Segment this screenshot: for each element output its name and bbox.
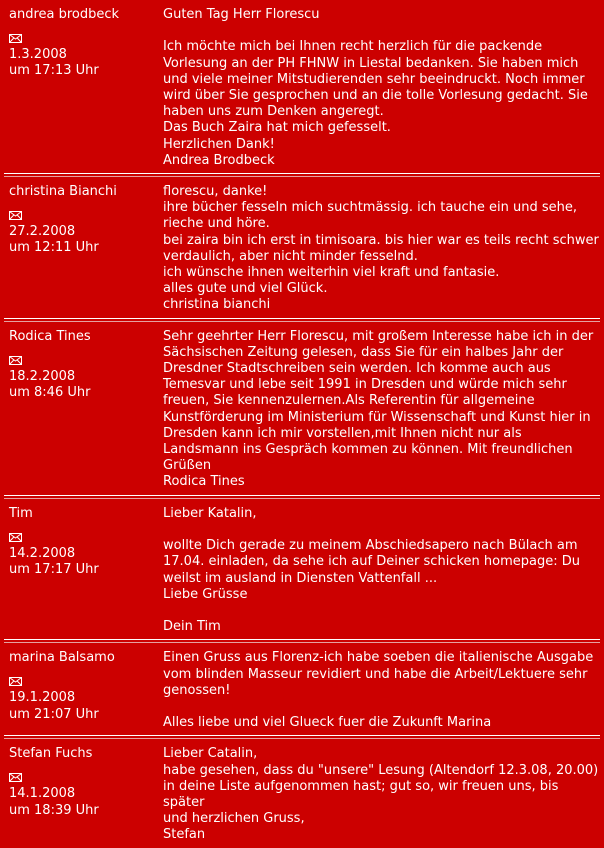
- entry-author: Rodica Tines: [9, 328, 91, 344]
- entry-date: 19.1.2008: [9, 690, 76, 706]
- entry-message: florescu, danke! ihre bücher fesseln mich suchtmässig. ich tauche ein und sehe, rieche und höre. bei zaira bin ich erst in timisoara. bis hier war es teils recht schwer verdaulich, aber nicht minder fesselnd. ich wünsche ihnen weiterhin viel kraft und fantasie. alles gute und viel Glück. christina bianchi: [163, 184, 599, 313]
- entry-time: um 21:07 Uhr: [9, 706, 99, 722]
- mail-icon[interactable]: [9, 677, 22, 686]
- entry-author: Stefan Fuchs: [9, 746, 93, 762]
- entry-meta: [9, 746, 154, 818]
- entry-message: Lieber Catalin, habe gesehen, dass du "unsere" Lesung (Altendorf 12.3.08, 20.00) in deine Liste aufgenommen hast; gut so, wir freuen uns, bis später und herzlichen Gruss, Stefan: [163, 746, 599, 843]
- entry-author: andrea brodbeck: [9, 7, 120, 22]
- guestbook-entry: [0, 322, 604, 495]
- entry-meta: [9, 506, 154, 578]
- entry-message: Einen Gruss aus Florenz-ich habe soeben die italienische Ausgabe vom blinden Masseur revidiert und habe die Arbeit/Lektuere sehr genossen! Alles liebe und viel Glueck fuer die Zukunft Marina: [163, 650, 594, 731]
- entry-time: um 17:17 Uhr: [9, 561, 99, 577]
- entry-date: 14.2.2008: [9, 545, 76, 561]
- guestbook-entry: [0, 499, 604, 640]
- mail-icon[interactable]: [9, 356, 22, 365]
- guestbook-entry: [0, 177, 604, 318]
- entry-date: 27.2.2008: [9, 224, 76, 240]
- entry-author: Tim: [9, 505, 33, 521]
- entry-author: marina Balsamo: [9, 650, 115, 666]
- entry-time: um 8:46 Uhr: [9, 384, 91, 400]
- entry-message: Guten Tag Herr Florescu Ich möchte mich bei Ihnen recht herzlich für die packende Vorlesung an der PH FHNW in Liestal bedanken. Sie haben mich und viele meiner Mitstudierenden sehr beeindruckt. Noch immer wird über Sie gesprochen und an die tolle Vorlesung gedacht. Sie haben uns zum Denken angeregt. Das Buch Zaira hat mich gefesselt. Herzlichen Dank! Andrea Brodbeck: [163, 7, 588, 168]
- entry-meta: [9, 184, 154, 256]
- entry-meta: [9, 329, 154, 401]
- guestbook-entry: [0, 643, 604, 735]
- entry-meta: [9, 650, 154, 722]
- mail-icon[interactable]: [9, 211, 22, 220]
- entry-time: um 17:13 Uhr: [9, 63, 99, 79]
- entry-date: 18.2.2008: [9, 368, 76, 384]
- mail-icon[interactable]: [9, 34, 22, 43]
- entry-message: Sehr geehrter Herr Florescu, mit großem Interesse habe ich in der Sächsischen Zeitung gelesen, dass Sie für ein halbes Jahr der Dresdner Stadtschreiben sein werden. Ich komme auch aus Temesvar und lebe seit 1991 in Dresden und würde mich sehr freuen, Sie kennenzulernen.Als Referentin für allgemeine Kunstförderung im Ministerium für Wissenschaft und Kunst hier in Dresden kann ich mir vorstellen,mit Ihnen nicht nur als Landsmann ins Gespräch kommen zu können. Mit freundlichen Grüßen Rodica Tines: [163, 328, 594, 490]
- entry-meta: [9, 7, 154, 79]
- mail-icon[interactable]: [9, 773, 22, 782]
- entry-date: 1.3.2008: [9, 47, 67, 62]
- entry-author: christina Bianchi: [9, 184, 117, 200]
- entry-time: um 12:11 Uhr: [9, 240, 99, 256]
- entry-date: 14.1.2008: [9, 786, 76, 802]
- entry-time: um 18:39 Uhr: [9, 802, 99, 818]
- mail-icon[interactable]: [9, 533, 22, 542]
- guestbook-entry: [0, 0, 604, 173]
- guestbook-entry: [0, 739, 604, 847]
- entry-message: Lieber Katalin, wollte Dich gerade zu meinem Abschiedsapero nach Bülach am 17.04. einladen, da sehe ich auf Deiner schicken homepage: Du weilst im ausland in Diensten Vattenfall ... Liebe Grüsse Dein Tim: [163, 505, 580, 635]
